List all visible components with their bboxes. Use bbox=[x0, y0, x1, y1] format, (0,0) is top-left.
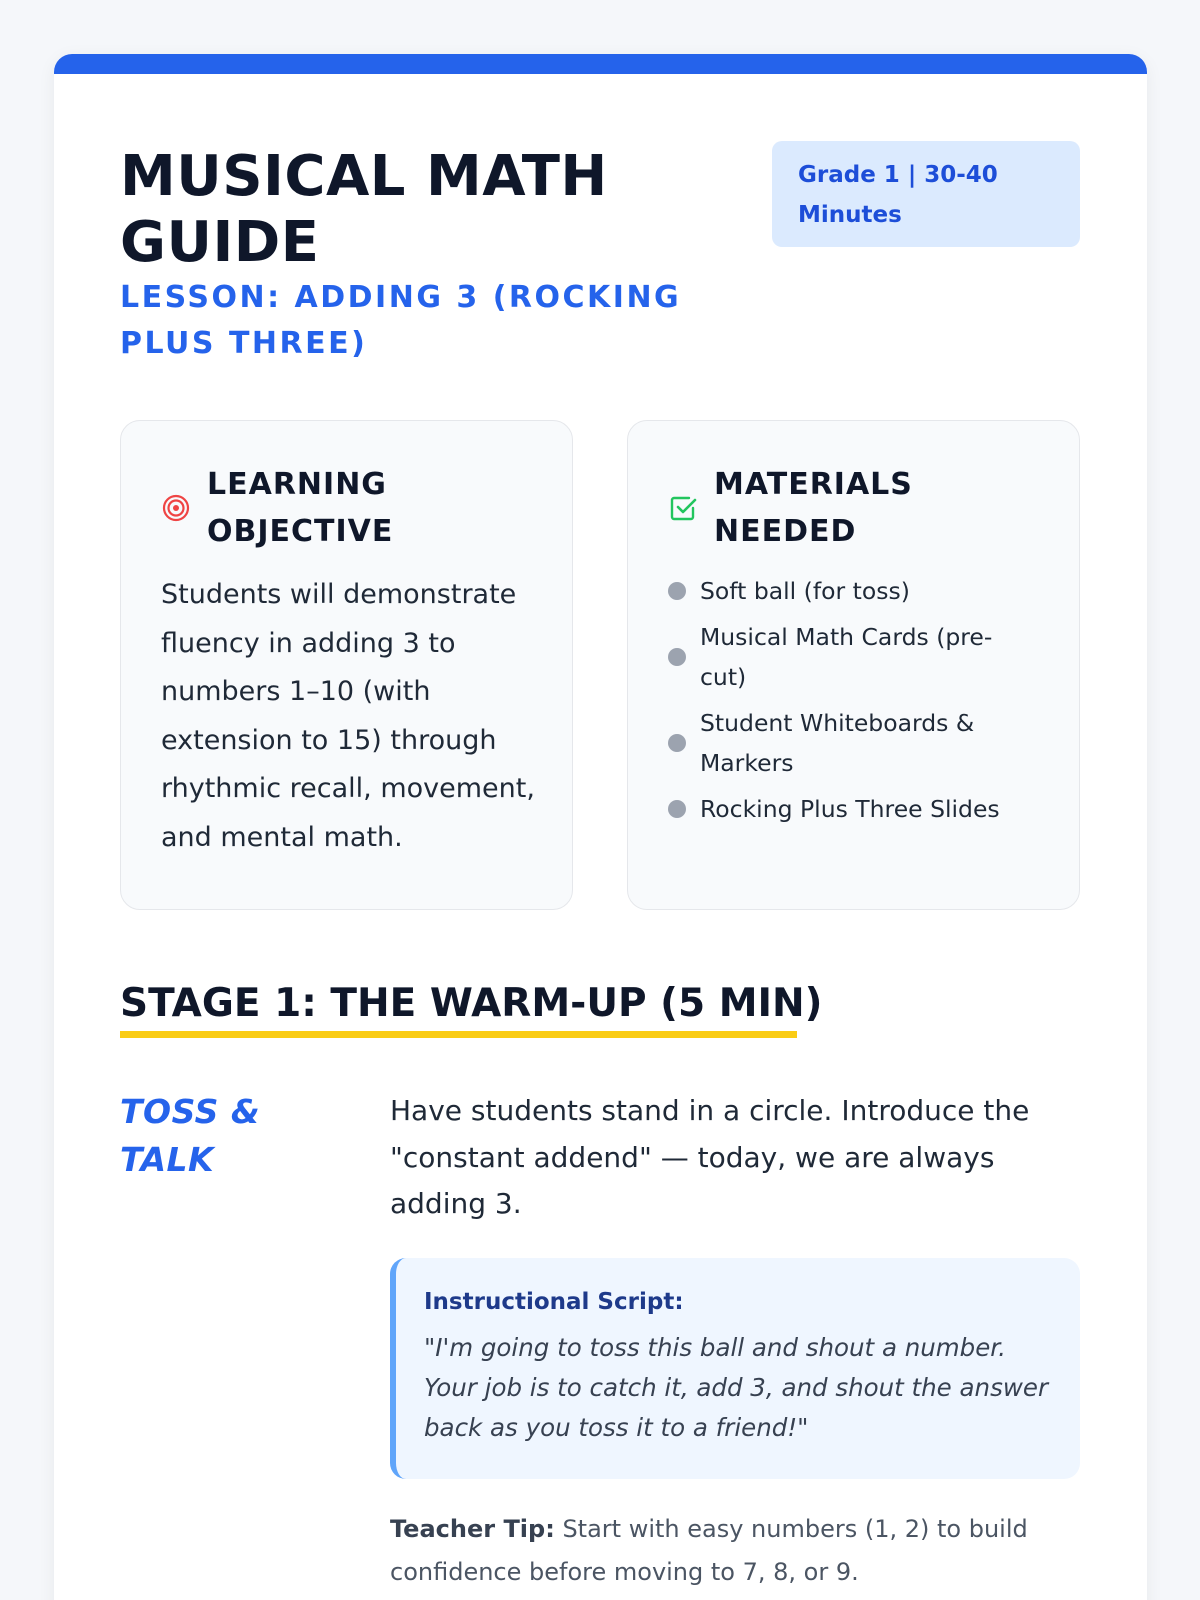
script-text: "I'm going to toss this ball and shout a number. Your job is to catch it, add 3, and shout the answer back as you toss it to a friend!" bbox=[424, 1333, 1049, 1442]
material-label: Student Whiteboards & Markers bbox=[700, 709, 975, 777]
material-label: Rocking Plus Three Slides bbox=[700, 795, 1000, 823]
teacher-tip-label: Teacher Tip: bbox=[390, 1515, 555, 1543]
lesson-subtitle: LESSON: ADDING 3 (ROCKING PLUS THREE) bbox=[120, 280, 682, 361]
checkbox-icon bbox=[668, 493, 698, 523]
materials-header bbox=[668, 461, 1059, 555]
teacher-tip bbox=[390, 1508, 1080, 1594]
materials-panel bbox=[627, 420, 1080, 910]
lesson-guide-card bbox=[54, 54, 1147, 1600]
stage-heading: STAGE 1: THE WARM-UP (5 MIN) bbox=[120, 981, 823, 1026]
materials-title: MATERIALS NEEDED bbox=[714, 467, 913, 549]
learning-objective-text: Students will demonstrate fluency in adding 3 to numbers 1–10 (with extension to 15) through rhythmic recall, movement, and mental math. bbox=[161, 579, 535, 853]
grade-duration-badge: Grade 1 | 30-40 Minutes bbox=[772, 141, 1080, 247]
learning-objective-panel bbox=[120, 420, 573, 910]
script-label: Instructional Script: bbox=[424, 1289, 684, 1315]
list-item bbox=[668, 571, 1028, 611]
accent-top-bar bbox=[54, 54, 1147, 74]
teacher-tip-text: Start with easy numbers (1, 2) to build confidence before moving to 7, 8, or 9. bbox=[390, 1515, 1028, 1586]
material-label: Soft ball (for toss) bbox=[700, 577, 910, 605]
activity-description: Have students stand in a circle. Introduce the "constant addend" — today, we are always adding 3. bbox=[390, 1094, 1030, 1220]
learning-objective-header bbox=[161, 461, 552, 555]
bullet-icon bbox=[668, 648, 686, 666]
stage-heading-underline bbox=[120, 1031, 797, 1038]
instructional-script-box bbox=[390, 1258, 1080, 1479]
material-label: Musical Math Cards (pre-cut) bbox=[700, 623, 993, 691]
bullet-icon bbox=[668, 800, 686, 818]
list-item bbox=[668, 703, 1028, 783]
learning-objective-title: LEARNING OBJECTIVE bbox=[207, 467, 394, 549]
bullet-icon bbox=[668, 582, 686, 600]
activity-label: TOSS & TALK bbox=[120, 1092, 261, 1179]
list-item bbox=[668, 789, 1028, 829]
bullet-icon bbox=[668, 734, 686, 752]
list-item bbox=[668, 617, 1028, 697]
page-title: MUSICAL MATH GUIDE bbox=[120, 144, 608, 275]
target-icon bbox=[161, 493, 191, 523]
materials-list bbox=[668, 571, 1028, 835]
